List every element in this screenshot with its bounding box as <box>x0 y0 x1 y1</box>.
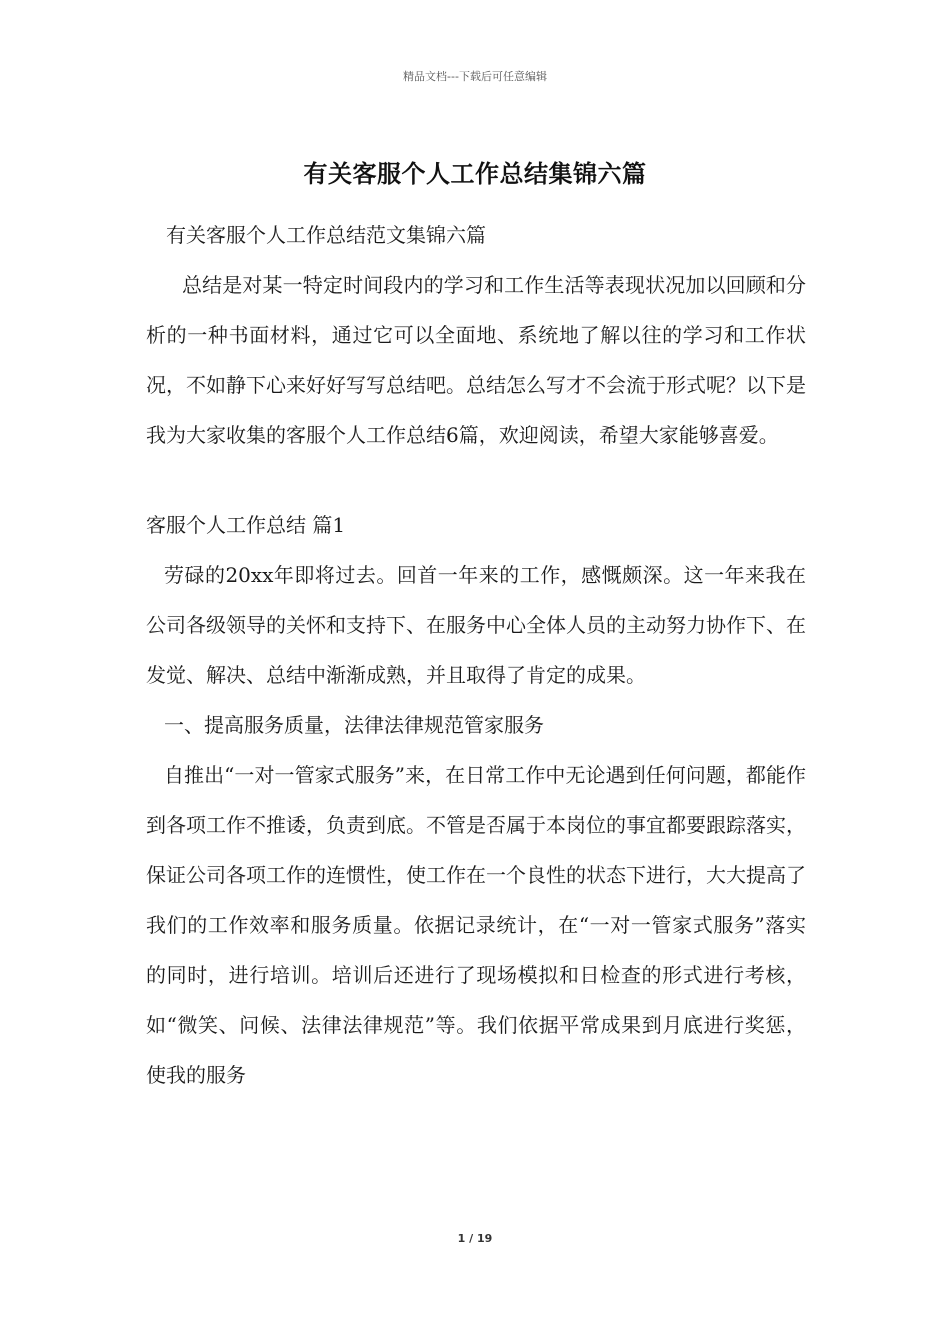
body-paragraph: 自推出“一对一管家式服务”来，在日常工作中无论遇到任何问题，都能作到各项工作不推诿，负责到底。不管是否属于本岗位的事宜都要跟踪落实，保证公司各项工作的连惯性，使工作在一个良性的状态下进行，大大提高了我们的工作效率和服务质量。依据记录统计，在“一对一管家式服务”落实的同时，进行培训。培训后还进行了现场模拟和日检查的形式进行考核，如“微笑、问候、法律法律规范”等。我们依据平常成果到月底进行奖惩，使我的服务 <box>146 763 806 1087</box>
document-subtitle: 有关客服个人工作总结范文集锦六篇 <box>166 223 486 247</box>
subsection-heading: 一、提高服务质量，法律法律规范管家服务 <box>164 713 544 737</box>
section-spacer <box>146 460 806 500</box>
body-paragraph: 劳碌的20xx年即将过去。回首一年来的工作，感慨颇深。这一年来我在公司各级领导的关怀和支持下、在服务中心全体人员的主动努力协作下、在发觉、解决、总结中渐渐成熟，并且取得了肯定的成果。 <box>146 563 806 687</box>
page-header: 精品文档---下载后可任意编辑 <box>403 70 547 83</box>
document-body <box>146 210 806 1100</box>
document-title: 有关客服个人工作总结集锦六篇 <box>303 160 647 188</box>
section-heading: 客服个人工作总结 篇1 <box>146 513 346 537</box>
page-number: 1 / 19 <box>457 1232 493 1245</box>
intro-paragraph: 总结是对某一特定时间段内的学习和工作生活等表现状况加以回顾和分析的一种书面材料，通过它可以全面地、系统地了解以往的学习和工作状况，不如静下心来好好写写总结吧。总结怎么写才不会流于形式呢？以下是我为大家收集的客服个人工作总结6篇，欢迎阅读，希望大家能够喜爱。 <box>146 273 806 447</box>
